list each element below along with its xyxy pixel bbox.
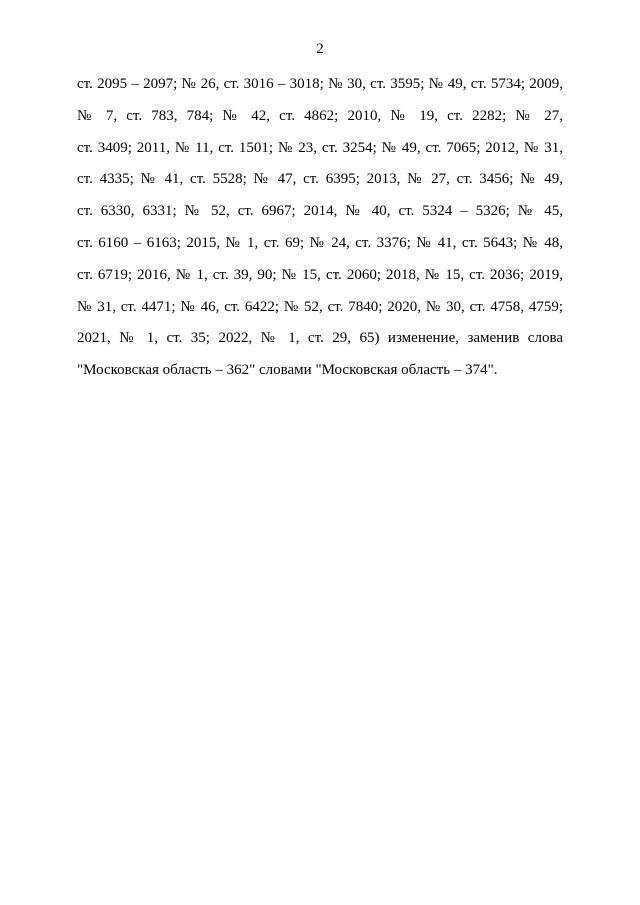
text-line: ст. 2095 – 2097; № 26, ст. 3016 – 3018; № 30, ст. 3595; № 49, ст. 5734; 2009, [77, 76, 563, 92]
document-body [77, 75, 563, 393]
text-line: ст. 6160 – 6163; 2015, № 1, ст. 69; № 24, ст. 3376; № 41, ст. 5643; № 48, [77, 234, 563, 251]
text-line: "Московская область – 362" словами "Московская область – 374". [77, 362, 498, 379]
text-line: 2021, № 1, ст. 35; 2022, № 1, ст. 29, 65) изменение, заменив слова [77, 330, 563, 347]
text-line: ст. 4335; № 41, ст. 5528; № 47, ст. 6395; 2013, № 27, ст. 3456; № 49, [77, 171, 563, 188]
text-line: № 31, ст. 4471; № 46, ст. 6422; № 52, ст. 7840; 2020, № 30, ст. 4758, 4759; [77, 298, 563, 315]
text-line: ст. 6719; 2016, № 1, ст. 39, 90; № 15, ст. 2060; 2018, № 15, ст. 2036; 2019, [77, 266, 563, 283]
text-line: ст. 3409; 2011, № 11, ст. 1501; № 23, ст. 3254; № 49, ст. 7065; 2012, № 31, [77, 139, 563, 156]
text-line: ст. 6330, 6331; № 52, ст. 6967; 2014, № 40, ст. 5324 – 5326; № 45, [77, 203, 563, 220]
page-number: 2 [316, 41, 324, 57]
text-line: № 7, ст. 783, 784; № 42, ст. 4862; 2010, № 19, ст. 2282; № 27, [77, 107, 563, 124]
